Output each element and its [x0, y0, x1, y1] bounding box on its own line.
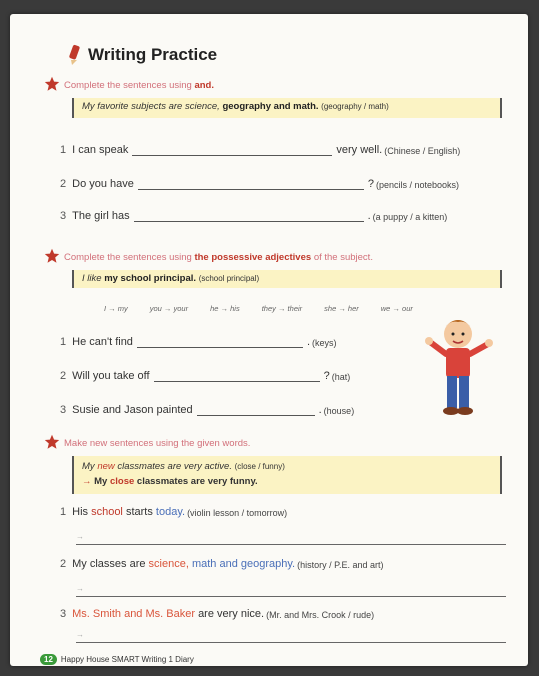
worksheet-page	[10, 14, 528, 666]
page-number: 12	[40, 654, 57, 665]
star-icon	[44, 76, 60, 92]
exercise-2-item-3: 3 Susie and Jason painted . (house)	[60, 404, 355, 416]
example-rewritten: → My close classmates are very funny.	[82, 476, 258, 487]
answer-blank[interactable]	[137, 337, 303, 348]
example-original: My new classmates are very active. (close / funny)	[82, 461, 285, 472]
exercise-3-item-3: 3 Ms. Smith and Ms. Baker are very nice. (Mr. and Mrs. Crook / rude)	[60, 608, 375, 620]
possessive-pairs: I → my you → your he → his they → their she → her we → our	[104, 304, 413, 313]
answer-line[interactable]: →	[76, 630, 506, 643]
exercise-2-item-1: 1 He can't find . (keys)	[60, 336, 337, 348]
answer-line[interactable]: →	[76, 532, 506, 545]
exercise-1-item-2: 2 Do you have ? (pencils / notebooks)	[60, 178, 460, 190]
answer-blank[interactable]	[154, 371, 320, 382]
answer-blank[interactable]	[197, 405, 315, 416]
example-box-2: I like my school principal. (school principal)	[72, 270, 502, 288]
pencil-icon	[66, 44, 82, 66]
instruction-1: Complete the sentences using and.	[64, 80, 214, 91]
example-box-1: My favorite subjects are science, geography and math. (geography / math)	[72, 98, 502, 118]
title-row	[66, 44, 217, 66]
exercise-3-item-1: 1 His school starts today. (violin lesson / tomorrow)	[60, 506, 288, 518]
example-box-3	[72, 456, 502, 494]
star-icon	[44, 248, 60, 264]
answer-line[interactable]: →	[76, 584, 506, 597]
exercise-2-item-2: 2 Will you take off ? (hat)	[60, 370, 351, 382]
instruction-3: Make new sentences using the given words.	[64, 438, 251, 449]
exercise-1-item-1: 1 I can speak very well. (Chinese / English)	[60, 144, 461, 156]
instruction-2: Complete the sentences using the possessive adjectives of the subject.	[64, 252, 373, 263]
exercise-3-item-2: 2 My classes are science, math and geography. (history / P.E. and art)	[60, 558, 384, 570]
answer-blank[interactable]	[138, 179, 364, 190]
answer-blank[interactable]	[132, 145, 332, 156]
exercise-1-item-3: 3 The girl has . (a puppy / a kitten)	[60, 210, 448, 222]
star-icon	[44, 434, 60, 450]
page-footer	[40, 654, 194, 665]
page-title: Writing Practice	[88, 45, 218, 64]
answer-blank[interactable]	[134, 211, 364, 222]
boy-illustration	[420, 312, 500, 422]
footer-text: Happy House SMART Writing 1 Diary	[60, 655, 194, 664]
